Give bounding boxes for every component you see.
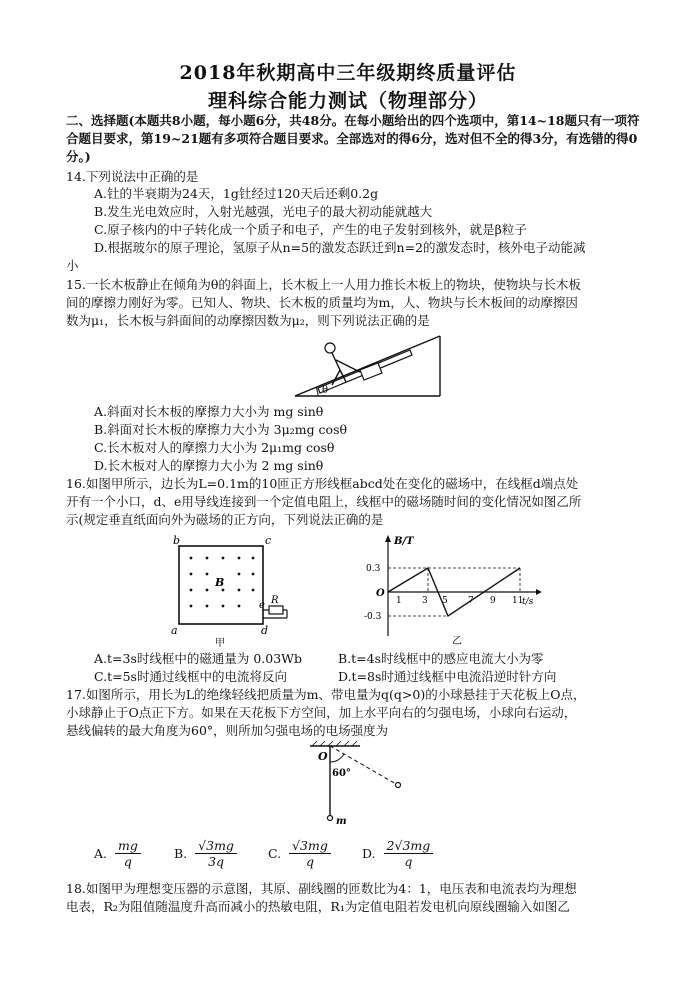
q15-stem-line2: 间的摩擦力刚好为零。已知人、物块、长木板的质量均为m，人、物块与长木板间的动摩擦因 — [66, 295, 578, 310]
q17-option-a-fraction — [115, 838, 141, 869]
q16-graph-ylabel: B/T — [394, 536, 414, 547]
q16-label-b: b — [173, 534, 181, 547]
q16-graph-origin: O — [376, 588, 385, 599]
q16-caption-b: 乙 — [452, 636, 462, 647]
q16-graph-xtick: 11 — [512, 596, 524, 606]
q16-option-d: D.t=8s时通过线框中电流沿逆时针方向 — [338, 669, 557, 684]
q18-stem-line1: 18.如图甲为理想变压器的示意图，其原、副线圈的匝数比为4：1，电压表和电流表均为理想 — [66, 881, 577, 896]
q14-option-c: C.原子核内的中子转化成一个质子和电子，产生的电子发射到核外，就是β粒子 — [94, 222, 527, 237]
exam-title: 2018年秋期高中三年级期终质量评估 — [179, 62, 517, 84]
q16-option-b: B.t=4s时线框中的感应电流大小为零 — [338, 651, 544, 666]
q17-option-c-fraction — [289, 838, 331, 869]
q14-option-d: D.根据玻尔的原子理论，氢原子从n=5的激发态跃迁到n=2的激发态时，核外电子动能减 — [94, 240, 586, 255]
q16-graph-xtick: 1 — [396, 596, 402, 606]
q15-option-a: A.斜面对长木板的摩擦力大小为 mg sinθ — [94, 404, 324, 419]
q17-option-b — [174, 838, 241, 869]
exam-subtitle: 理科综合能力测试（物理部分） — [207, 90, 488, 112]
fraction-denominator: q — [123, 854, 132, 869]
fraction-numerator: mg — [115, 838, 141, 854]
q16-label-c: c — [265, 534, 272, 547]
q15-option-d: D.长木板对人的摩擦力大小为 2 mg sinθ — [94, 458, 324, 473]
q17-option-d-fraction — [384, 838, 434, 869]
q17-stem-line3: 悬线偏转的最大角度为60°，则所加匀强电场的电场强度为 — [66, 723, 389, 738]
q16-caption-a: 甲 — [215, 638, 225, 647]
q16-stem-line1: 16.如图甲所示，边长为L=0.1m的10匝正方形线框abcd处在变化的磁场中，在线框d端点处 — [66, 476, 579, 491]
q17-option-d — [362, 838, 437, 869]
q17-option-c-label: C. — [268, 846, 282, 861]
q15-option-b: B.斜面对长木板的摩擦力大小为 3μ₂mg cosθ — [94, 422, 348, 437]
q17-stem-line1: 17.如图所示，用长为L的绝缘轻线把质量为m、带电量为q(q>0)的小球悬挂于天花板上O点， — [66, 687, 586, 702]
q16-figure-b — [364, 532, 544, 647]
q16-graph-ybot: -0.3 — [364, 612, 382, 622]
q16-graph-xtick: 5 — [442, 596, 448, 606]
q17-option-c — [268, 838, 335, 869]
q15-incline-figure — [290, 330, 450, 400]
q17-option-a — [94, 838, 145, 869]
q16-graph-xtick: 7 — [468, 596, 474, 606]
q16-label-a: a — [171, 624, 178, 637]
q16-graph-xlabel: t/s — [522, 597, 534, 607]
q16-graph-ytop: 0.3 — [366, 564, 381, 574]
q15-stem-line1: 15.一长木板静止在倾角为θ的斜面上，长木板上一人用力推长木板上的物块，使物块与长木板 — [66, 277, 581, 292]
q15-stem-line3: 数为μ₁，长木板与斜面间的动摩擦因数为μ₂，则下列说法正确的是 — [66, 313, 430, 328]
fraction-numerator: √3mg — [195, 838, 237, 854]
q17-option-d-label: D. — [362, 846, 376, 861]
q14-stem: 14.下列说法中正确的是 — [66, 169, 199, 184]
q16-label-d: d — [261, 624, 269, 637]
q16-figure-a — [165, 532, 300, 647]
q16-label-field: B — [215, 576, 225, 589]
q17-option-b-label: B. — [174, 846, 188, 861]
fraction-denominator: q — [305, 854, 314, 869]
fraction-numerator: √3mg — [289, 838, 331, 854]
q14-option-d-cont: 小 — [66, 258, 79, 273]
q16-label-e: e — [259, 600, 265, 611]
q17-label-m: m — [336, 816, 347, 827]
fraction-denominator: 3q — [208, 854, 225, 869]
q16-graph-xtick: 9 — [490, 596, 496, 606]
q15-angle-label: θ — [322, 385, 329, 396]
q16-option-c: C.t=5s时通过线框中的电流将反向 — [94, 669, 287, 684]
q14-option-a: A.钍的半衰期为24天，1g钍经过120天后还剩0.2g — [94, 186, 379, 201]
q15-option-c: C.长木板对人的摩擦力大小为 2μ₁mg cosθ — [94, 440, 335, 455]
q16-option-a: A.t=3s时线框中的磁通量为 0.03Wb — [94, 651, 303, 666]
q17-option-a-label: A. — [94, 846, 108, 861]
fraction-numerator: 2√3mg — [384, 838, 434, 854]
q17-pendulum-figure — [300, 740, 420, 830]
q16-label-r: R — [271, 595, 279, 606]
q14-option-b: B.发生光电效应时，入射光越强，光电子的最大初动能就越大 — [94, 204, 433, 219]
q17-label-angle: 60° — [332, 768, 351, 779]
q18-stem-line2: 电表，R₂为阻值随温度升高而减小的热敏电阻，R₁为定值电阻若发电机向原线圈输入如图乙 — [66, 899, 570, 914]
q17-stem-line2: 小球静止于O点正下方。如果在天花板下方空间，加上水平向右的匀强电场，小球向右运动， — [66, 705, 577, 720]
q16-graph-xtick: 3 — [422, 596, 428, 606]
section-header: 二、选择题(本题共8小题，每小题6分，共48分。在每小题给出的四个选项中，第14~18题只有一项符合题目要求，第19~21题有多项符合题目要求。全部选对的得6分，选对但不全的得3分，有选错的得0分。) — [66, 113, 640, 164]
q17-label-o: O — [318, 750, 328, 763]
fraction-denominator: q — [404, 854, 413, 869]
q16-stem-line3: 示(规定垂直纸面向外为磁场的正方向，下列说法正确的是 — [66, 512, 384, 527]
q16-stem-line2: 开有一个小口，d、e用导线连接到一个定值电阻上，线框中的磁场随时间的变化情况如图乙所 — [66, 494, 582, 509]
q17-option-b-fraction — [195, 838, 237, 869]
